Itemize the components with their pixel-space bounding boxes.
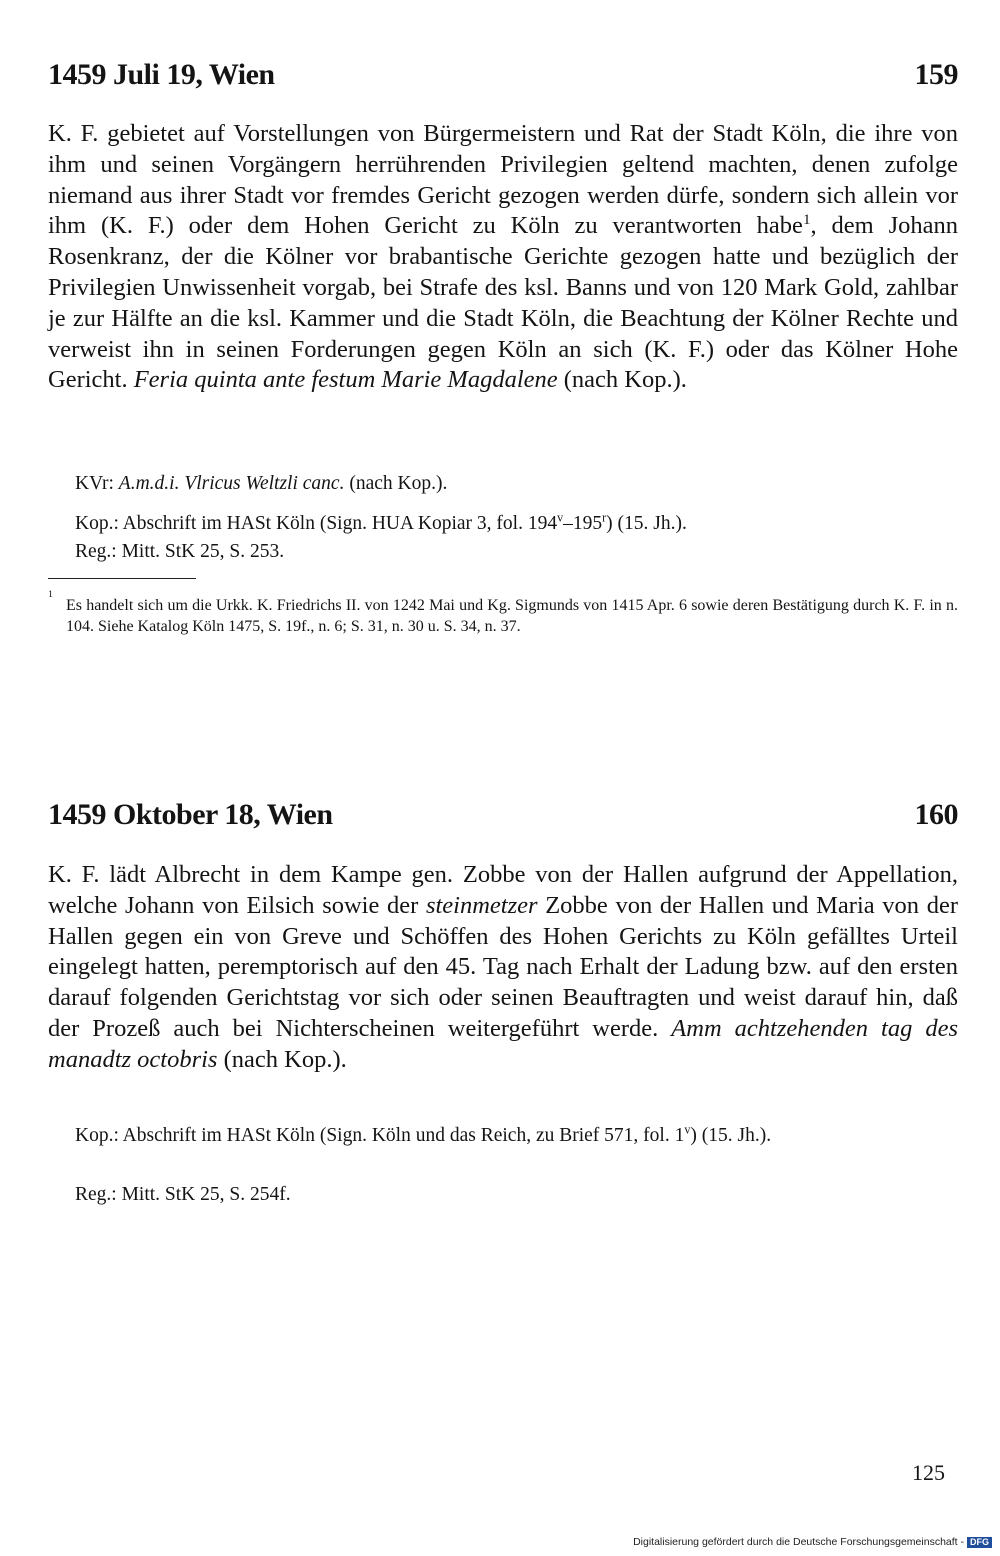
- entry-160-regest: K. F. lädt Albrecht in dem Kampe gen. Zobbe von der Hallen aufgrund der Appellation, welche Johann von Eilsich sowie der steinmetzer Zobbe von der Hallen und Maria von der Hallen gegen ein von Greve und Schöffen des Hohen Gerichts zu Köln gefälltes Urteil eingelegt hatten, peremptorisch auf den 45. Tag nach Erhalt der Ladung bzw. auf den ersten darauf folgenden Gerichtstag vor sich oder seinen Beauftragten und weist darauf hin, daß der Prozeß auch bei Nichterscheinen weitergeführt werde. Amm achtzehenden tag des manadtz octobris (nach Kop.).: [48, 861, 959, 1073]
- entry-159-date-place: 1459 Juli 19, Wien: [48, 58, 275, 91]
- entry-159-number: 159: [914, 58, 958, 91]
- entry-159-kvr: KVr: A.m.d.i. Vlricus Weltzli canc. (nach Kop.).: [75, 473, 448, 494]
- entry-159-heading: [48, 58, 958, 92]
- entry-159-kop: Kop.: Abschrift im HASt Köln (Sign. HUA Kopiar 3, fol. 194$^v$–195$^r$) (15. Jh.).: [75, 510, 687, 534]
- entry-159-reg: Reg.: Mitt. StK 25, S. 253.: [75, 541, 285, 562]
- footnote-1: 1 Es handelt sich um die Urkk. K. Friedrichs II. von 1242 Mai und Kg. Sigmunds von 1415 Apr. 6 sowie deren Bestätigung durch K. F. in n. 104. Siehe Katalog Köln 1475, S. 19f., n. 6; S. 31, n. 30 u. S. 34, n. 37.: [48, 589, 958, 635]
- entry-159-regest: K. F. gebietet auf Vorstellungen von Bürgermeistern und Rat der Stadt Köln, die ihre von ihm und seinen Vorgängern herrührenden Privilegien geltend machten, denen zufolge niemand aus ihrer Stadt vor fremdes Gericht gezogen werden dürfe, sondern sich allein vor ihm (K. F.) oder dem Hohen Gericht zu Köln zu verantworten habe$^1$, dem Johann Rosenkranz, der die Kölner vor brabantische Gerichte gezogen hatte und bezüglich der Privilegien Unwissenheit vorgab, bei Strafe des ksl. Banns und von 120 Mark Gold, zahlbar je zur Hälfte an die ksl. Kammer und die Stadt Köln, die Beachtung der Kölner Rechte und verweist ihn in seinen Forderungen gegen Köln an sich (K. F.) oder das Kölner Hohe Gericht. Feria quinta ante festum Marie Magdalene (nach Kop.).: [48, 120, 959, 394]
- page-number: 125: [912, 1460, 945, 1485]
- dating-clause: Feria quinta ante festum Marie Magdalene: [133, 366, 558, 394]
- entry-160-kop: Kop.: Abschrift im HASt Köln (Sign. Köln und das Reich, zu Brief 571, fol. 1$^v$) (15. Jh.).: [75, 1122, 772, 1146]
- footnote-text: Es handelt sich um die Urkk. K. Friedrichs II. von 1242 Mai und Kg. Sigmunds von 1415 Apr. 6 sowie deren Bestätigung durch K. F. in n. 104. Siehe Katalog Köln 1475, S. 19f., n. 6; S. 31, n. 30 u. S. 34, n. 37.: [66, 597, 958, 635]
- funding-text: Digitalisierung gefördert durch die Deutsche Forschungsgemeinschaft -: [633, 1536, 964, 1548]
- footnote-divider: [48, 578, 196, 579]
- funding-note: [633, 1536, 992, 1549]
- entry-160-number: 160: [914, 798, 958, 831]
- entry-160-heading: [48, 798, 958, 832]
- footnote-reference[interactable]: 1: [802, 211, 811, 229]
- dfg-logo[interactable]: DFG: [967, 1537, 992, 1548]
- dating-clause: Amm achtzehenden tag des manadtz octobris: [48, 1014, 959, 1073]
- entry-160-date-place: 1459 Oktober 18, Wien: [48, 798, 333, 831]
- entry-160-reg: Reg.: Mitt. StK 25, S. 254f.: [75, 1184, 291, 1205]
